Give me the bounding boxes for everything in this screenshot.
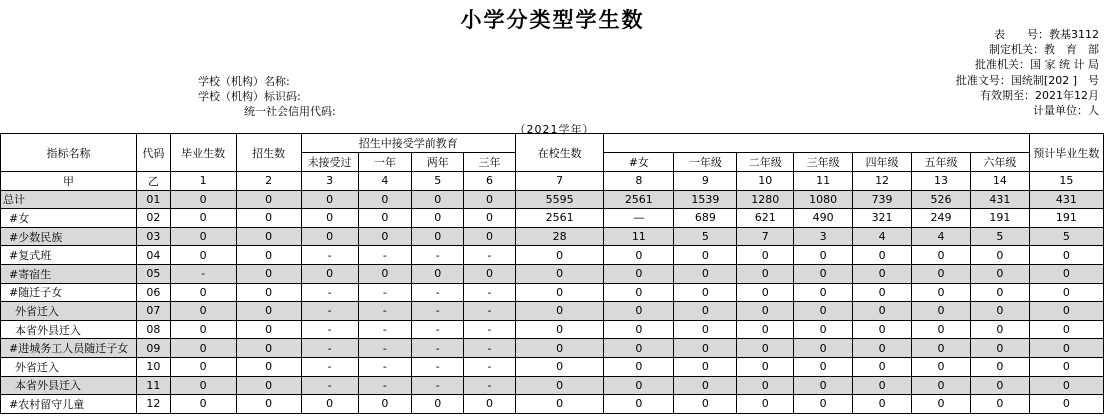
table-cell: 0 xyxy=(464,395,516,414)
form-number: 表 号：教基3112 xyxy=(994,28,1099,41)
table-cell: 0 xyxy=(737,246,794,265)
table-cell: 0 xyxy=(604,320,674,339)
table-cell: 0 xyxy=(970,246,1029,265)
table-cell: 0 xyxy=(737,339,794,358)
table-body xyxy=(1,172,1104,414)
column-code-cell: 8 xyxy=(604,172,674,191)
table-cell: — xyxy=(604,209,674,228)
row-indicator-name: #寄宿生 xyxy=(1,264,137,283)
table-cell: 0 xyxy=(970,395,1029,414)
table-cell: 0 xyxy=(794,246,853,265)
header-grade4: 四年级 xyxy=(853,153,912,172)
table-cell: - xyxy=(412,376,464,395)
table-cell: - xyxy=(412,320,464,339)
table-cell: 0 xyxy=(1029,264,1103,283)
table-cell: 0 xyxy=(301,264,358,283)
table-cell: 0 xyxy=(737,376,794,395)
table-row xyxy=(1,283,1104,302)
table-cell: 0 xyxy=(912,320,971,339)
column-code-cell: 3 xyxy=(301,172,358,191)
table-cell: 191 xyxy=(970,209,1029,228)
table-cell: 0 xyxy=(912,376,971,395)
table-cell: 0 xyxy=(515,395,603,414)
header-grade1: 一年级 xyxy=(674,153,737,172)
column-code-cell: 10 xyxy=(737,172,794,191)
table-cell: 0 xyxy=(604,302,674,321)
table-cell: - xyxy=(358,376,412,395)
table-cell: 0 xyxy=(1029,320,1103,339)
issuing-authority: 制定机关：教 育 部 xyxy=(989,43,1099,57)
table-row xyxy=(1,320,1104,339)
table-cell: 0 xyxy=(674,283,737,302)
table-cell: 0 xyxy=(604,339,674,358)
row-indicator-name: 外省迁入 xyxy=(1,302,137,321)
row-code: 05 xyxy=(137,264,171,283)
table-cell: 0 xyxy=(515,357,603,376)
header-two-years: 两年 xyxy=(412,153,464,172)
table-cell: 0 xyxy=(1029,357,1103,376)
unit-of-measure: 计量单位：人 xyxy=(1033,104,1099,118)
table-cell: - xyxy=(301,246,358,265)
table-cell: 0 xyxy=(1029,246,1103,265)
row-code: 07 xyxy=(137,302,171,321)
table-cell: 7 xyxy=(737,227,794,246)
table-row xyxy=(1,395,1104,414)
table-row xyxy=(1,264,1104,283)
table-cell: 0 xyxy=(464,209,516,228)
table-cell: 0 xyxy=(737,283,794,302)
table-cell: - xyxy=(412,246,464,265)
column-code-row xyxy=(1,172,1104,191)
table-cell: 0 xyxy=(674,302,737,321)
table-cell: - xyxy=(358,357,412,376)
row-indicator-name: #进城务工人员随迁子女 xyxy=(1,339,137,358)
table-cell: - xyxy=(358,302,412,321)
table-row xyxy=(1,357,1104,376)
table-cell: 0 xyxy=(853,357,912,376)
table-cell: - xyxy=(170,264,236,283)
table-cell: 0 xyxy=(794,320,853,339)
table-cell: 0 xyxy=(794,339,853,358)
table-cell: 526 xyxy=(912,190,971,209)
table-cell: 0 xyxy=(301,395,358,414)
table-cell: 5 xyxy=(674,227,737,246)
page-title: 小学分类型学生数 xyxy=(460,8,645,32)
table-cell: 0 xyxy=(674,357,737,376)
table-cell: 0 xyxy=(970,376,1029,395)
table-cell: 5 xyxy=(970,227,1029,246)
table-cell: 0 xyxy=(236,227,301,246)
table-cell: - xyxy=(412,302,464,321)
table-row xyxy=(1,376,1104,395)
row-indicator-name: #复式班 xyxy=(1,246,137,265)
table-cell: 0 xyxy=(853,302,912,321)
table-cell: 0 xyxy=(604,376,674,395)
table-cell: - xyxy=(464,339,516,358)
table-cell: 0 xyxy=(236,264,301,283)
school-id-label: 学校（机构）标识码: xyxy=(198,90,301,103)
table-cell: 0 xyxy=(515,376,603,395)
table-cell: 0 xyxy=(794,302,853,321)
column-code-cell: 乙 xyxy=(137,172,171,191)
table-cell: - xyxy=(358,320,412,339)
table-cell: 0 xyxy=(674,395,737,414)
table-cell: 1280 xyxy=(737,190,794,209)
table-cell: 739 xyxy=(853,190,912,209)
table-cell: 0 xyxy=(236,283,301,302)
table-cell: 0 xyxy=(236,302,301,321)
row-code: 01 xyxy=(137,190,171,209)
table-cell: 0 xyxy=(794,264,853,283)
table-cell: - xyxy=(464,283,516,302)
row-indicator-name: #少数民族 xyxy=(1,227,137,246)
table-cell: - xyxy=(412,283,464,302)
valid-until: 有效期至：2021年12月 xyxy=(980,88,1099,102)
header-grade6: 六年级 xyxy=(970,153,1029,172)
table-cell: 0 xyxy=(970,357,1029,376)
approval-number: 批准文号：国统制[202 ] 号 xyxy=(955,73,1099,87)
table-cell: 2561 xyxy=(515,209,603,228)
column-code-cell: 7 xyxy=(515,172,603,191)
row-code: 10 xyxy=(137,357,171,376)
table-cell: 0 xyxy=(970,264,1029,283)
table-cell: 0 xyxy=(970,302,1029,321)
table-cell: 0 xyxy=(515,283,603,302)
school-info xyxy=(0,74,336,119)
table-cell: 0 xyxy=(358,209,412,228)
table-cell: 0 xyxy=(794,376,853,395)
header-indicator: 指标名称 xyxy=(1,134,137,172)
table-cell: 0 xyxy=(604,246,674,265)
table-cell: 0 xyxy=(853,395,912,414)
table-cell: 1539 xyxy=(674,190,737,209)
table-cell: 0 xyxy=(737,320,794,339)
table-cell: - xyxy=(301,376,358,395)
table-cell: 0 xyxy=(515,246,603,265)
row-indicator-name: 本省外县迁入 xyxy=(1,320,137,339)
table-cell: 0 xyxy=(912,246,971,265)
table-cell: 0 xyxy=(358,190,412,209)
school-name-label: 学校（机构）名称: xyxy=(198,75,290,88)
column-code-cell: 14 xyxy=(970,172,1029,191)
row-indicator-name: 外省迁入 xyxy=(1,357,137,376)
table-cell: 4 xyxy=(853,227,912,246)
column-code-cell: 15 xyxy=(1029,172,1103,191)
table-cell: 28 xyxy=(515,227,603,246)
column-code-cell: 11 xyxy=(794,172,853,191)
table-cell: - xyxy=(301,357,358,376)
table-cell: 431 xyxy=(1029,190,1103,209)
table-cell: 0 xyxy=(737,357,794,376)
header-one-year: 一年 xyxy=(358,153,412,172)
table-cell: 0 xyxy=(412,264,464,283)
row-indicator-name: 本省外县迁入 xyxy=(1,376,137,395)
table-cell: - xyxy=(301,339,358,358)
row-code: 02 xyxy=(137,209,171,228)
table-cell: - xyxy=(412,339,464,358)
table-cell: 0 xyxy=(358,395,412,414)
table-cell: - xyxy=(464,302,516,321)
header-grade2: 二年级 xyxy=(737,153,794,172)
table-cell: 0 xyxy=(412,227,464,246)
table-cell: 0 xyxy=(236,320,301,339)
column-code-cell: 甲 xyxy=(1,172,137,191)
table-cell: 0 xyxy=(236,376,301,395)
header-grade5: 五年级 xyxy=(912,153,971,172)
table-cell: 0 xyxy=(970,320,1029,339)
row-code: 06 xyxy=(137,283,171,302)
header-grade3: 三年级 xyxy=(794,153,853,172)
table-cell: 0 xyxy=(301,190,358,209)
table-cell: 0 xyxy=(674,339,737,358)
table-cell: 0 xyxy=(170,339,236,358)
table-cell: 11 xyxy=(604,227,674,246)
table-cell: 0 xyxy=(604,283,674,302)
row-code: 09 xyxy=(137,339,171,358)
table-cell: - xyxy=(358,283,412,302)
header-graduates: 毕业生数 xyxy=(170,134,236,172)
row-indicator-name: 总计 xyxy=(1,190,137,209)
table-cell: 0 xyxy=(170,302,236,321)
table-cell: 0 xyxy=(236,209,301,228)
table-cell: 0 xyxy=(464,227,516,246)
table-row xyxy=(1,302,1104,321)
school-year-label: （2021学年） xyxy=(514,123,595,136)
row-indicator-name: #女 xyxy=(1,209,137,228)
table-row xyxy=(1,209,1104,228)
header-grade-group xyxy=(604,134,1030,153)
table-cell: - xyxy=(358,339,412,358)
table-cell: 3 xyxy=(794,227,853,246)
table-cell: 0 xyxy=(170,357,236,376)
table-cell: 0 xyxy=(170,190,236,209)
row-code: 08 xyxy=(137,320,171,339)
table-cell: 0 xyxy=(412,395,464,414)
table-cell: 4 xyxy=(912,227,971,246)
table-cell: 0 xyxy=(464,190,516,209)
table-cell: 249 xyxy=(912,209,971,228)
table-cell: 0 xyxy=(674,376,737,395)
form-meta-info xyxy=(956,27,1099,118)
table-cell: 0 xyxy=(515,339,603,358)
table-cell: 0 xyxy=(970,283,1029,302)
table-cell: 0 xyxy=(1029,376,1103,395)
column-code-cell: 5 xyxy=(412,172,464,191)
table-row xyxy=(1,246,1104,265)
table-cell: 0 xyxy=(170,209,236,228)
table-cell: 0 xyxy=(412,209,464,228)
table-row xyxy=(1,190,1104,209)
header-no-preschool: 未接受过 xyxy=(301,153,358,172)
table-cell: 0 xyxy=(853,246,912,265)
student-statistics-table xyxy=(0,133,1104,414)
table-cell: 5595 xyxy=(515,190,603,209)
table-cell: 0 xyxy=(515,302,603,321)
table-cell: 0 xyxy=(301,227,358,246)
table-cell: - xyxy=(464,320,516,339)
table-cell: 0 xyxy=(412,190,464,209)
table-cell: 0 xyxy=(236,190,301,209)
credit-code-label: 统一社会信用代码: xyxy=(244,105,336,118)
table-cell: 0 xyxy=(236,246,301,265)
table-cell: 0 xyxy=(737,302,794,321)
table-cell: 0 xyxy=(170,283,236,302)
table-cell: 0 xyxy=(358,227,412,246)
table-cell: - xyxy=(301,302,358,321)
table-cell: - xyxy=(412,357,464,376)
table-cell: 0 xyxy=(604,395,674,414)
column-code-cell: 12 xyxy=(853,172,912,191)
table-cell: 689 xyxy=(674,209,737,228)
table-cell: 0 xyxy=(794,395,853,414)
header-in-school: 在校生数 xyxy=(515,134,603,172)
row-code: 11 xyxy=(137,376,171,395)
header-three-years: 三年 xyxy=(464,153,516,172)
table-cell: 0 xyxy=(912,283,971,302)
table-cell: 2561 xyxy=(604,190,674,209)
column-code-cell: 13 xyxy=(912,172,971,191)
table-cell: 0 xyxy=(170,320,236,339)
row-code: 03 xyxy=(137,227,171,246)
table-cell: 0 xyxy=(912,264,971,283)
table-cell: 0 xyxy=(515,320,603,339)
row-code: 12 xyxy=(137,395,171,414)
table-cell: 1080 xyxy=(794,190,853,209)
table-cell: 0 xyxy=(674,246,737,265)
table-cell: 0 xyxy=(674,320,737,339)
table-cell: - xyxy=(464,376,516,395)
table-row xyxy=(1,339,1104,358)
table-cell: 0 xyxy=(301,209,358,228)
table-cell: 621 xyxy=(737,209,794,228)
table-cell: 0 xyxy=(464,264,516,283)
table-cell: 0 xyxy=(170,246,236,265)
table-cell: 0 xyxy=(737,264,794,283)
table-cell: - xyxy=(464,246,516,265)
table-cell: 490 xyxy=(794,209,853,228)
table-cell: 0 xyxy=(794,357,853,376)
table-cell: 0 xyxy=(737,395,794,414)
table-cell: - xyxy=(301,283,358,302)
table-cell: 0 xyxy=(236,357,301,376)
table-cell: - xyxy=(301,320,358,339)
table-cell: - xyxy=(464,357,516,376)
column-code-cell: 6 xyxy=(464,172,516,191)
table-cell: 5 xyxy=(1029,227,1103,246)
column-code-cell: 9 xyxy=(674,172,737,191)
table-cell: 0 xyxy=(912,395,971,414)
table-cell: 0 xyxy=(853,320,912,339)
table-cell: 0 xyxy=(604,264,674,283)
approving-authority: 批准机关：国 家 统 计 局 xyxy=(975,58,1099,72)
table-cell: 0 xyxy=(912,357,971,376)
table-cell: 0 xyxy=(912,302,971,321)
table-cell: 0 xyxy=(604,357,674,376)
table-cell: 0 xyxy=(236,395,301,414)
header-expected-graduates: 预计毕业生数 xyxy=(1029,134,1103,172)
column-code-cell: 4 xyxy=(358,172,412,191)
header-preschool-group: 招生中接受学前教育 xyxy=(301,134,515,153)
row-code: 04 xyxy=(137,246,171,265)
table-cell: 0 xyxy=(236,339,301,358)
table-cell: 191 xyxy=(1029,209,1103,228)
table-cell: 0 xyxy=(1029,395,1103,414)
table-cell: 0 xyxy=(853,339,912,358)
table-cell: 0 xyxy=(1029,339,1103,358)
row-indicator-name: #随迁子女 xyxy=(1,283,137,302)
column-code-cell: 1 xyxy=(170,172,236,191)
table-cell: 0 xyxy=(853,264,912,283)
header-female: #女 xyxy=(604,153,674,172)
table-cell: 0 xyxy=(853,376,912,395)
header-code: 代码 xyxy=(137,134,171,172)
table-cell: 0 xyxy=(853,283,912,302)
table-cell: 0 xyxy=(515,264,603,283)
table-cell: 0 xyxy=(1029,302,1103,321)
table-cell: 321 xyxy=(853,209,912,228)
table-cell: - xyxy=(358,246,412,265)
table-cell: 0 xyxy=(794,283,853,302)
table-cell: 0 xyxy=(358,264,412,283)
table-cell: 431 xyxy=(970,190,1029,209)
table-cell: 0 xyxy=(912,339,971,358)
row-indicator-name: #农村留守儿童 xyxy=(1,395,137,414)
table-cell: 0 xyxy=(170,376,236,395)
table-cell: 0 xyxy=(170,227,236,246)
table-row xyxy=(1,227,1104,246)
column-code-cell: 2 xyxy=(236,172,301,191)
table-cell: 0 xyxy=(1029,283,1103,302)
header-enrollment: 招生数 xyxy=(236,134,301,172)
table-cell: 0 xyxy=(970,339,1029,358)
table-cell: 0 xyxy=(170,395,236,414)
table-cell: 0 xyxy=(674,264,737,283)
